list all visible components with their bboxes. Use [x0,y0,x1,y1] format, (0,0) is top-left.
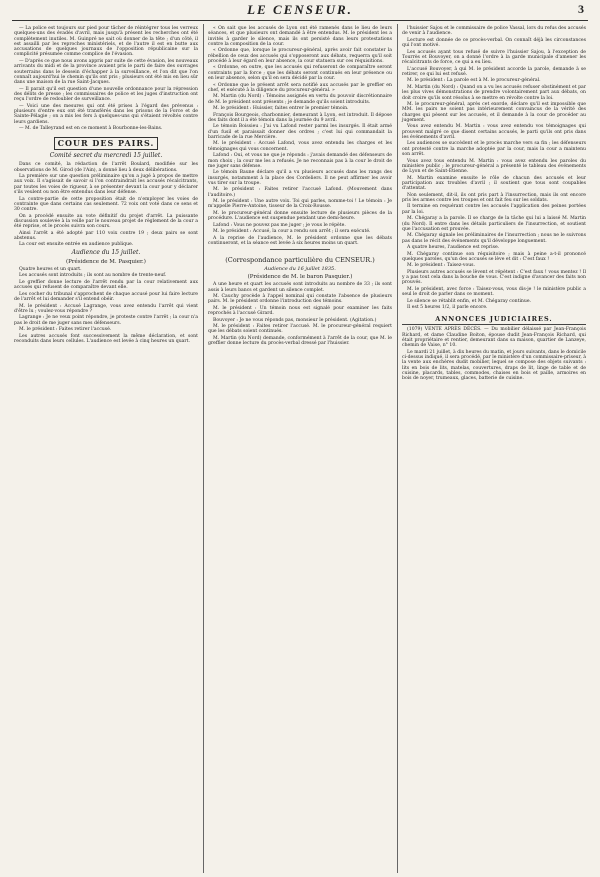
article-paragraph: l'huissier Sajou et le commissaire de police Vassal, lors du refus des accusés de venir à l'audience. [402,26,586,37]
article-paragraph: M. le président : Accusé Lagrange, vous avez entendu l'arrêt qui vient d'être lu ; voulez-vous répondre ? [14,303,198,314]
article-paragraph: La contre-partie de cette proposition était de n'employer les voies de contrainte que dans certains cas seulement. 72 voix ont voté dans ce sens et 30 contre. [14,196,198,213]
annonces-judiciaires-heading: ANNONCES JUDICIAIRES. [402,315,586,325]
article-paragraph: M. le président : Taisez-vous. [407,263,475,269]
article-paragraph: Plusieurs autres accusés se lèvent et répètent : C'est faux ! vous mentez ! Il y a pas tout cela dans la bouche de vous. C'est indigne d'avancer des faits non prouvés. [402,269,586,286]
article-paragraph: Le témoin Boissieu : J'ai vu Lafond rester parmi les insurgés. Il était armé d'un fusil et paraissait donner des ordres ; c'est lui qui commandait la barricade de la rue Mercière. [208,124,392,140]
article-paragraph: Bouvoyer : Je ne vous réponds pas, monsieur le président. (Agitation.) [213,317,377,323]
announcement-paragraph: (1079) VENTE APRÈS DÉCÈS. — Du mobilier délaissé par Jean-François Richard, et dame Claudine Boiton, épouse dudit Jean-François Richard, qui était propriétaire et rentier, demeurant dans sa maison, quartier de Lanzeye, chemin de Vaise, n° 10. [402,327,586,349]
article-paragraph: La cour est ensuite entrée en audience publique. [19,242,134,248]
article-paragraph: Les cocher du tribunal s'approchent de chaque accusé pour lui faire lecture de l'arrêt et lui demander s'il entend obéir. [14,291,198,303]
article-paragraph: — Il parait qu'il est question d'une nouvelle ordonnance pour la répression des délits de presse ; les commissaires de police et les juges d'instruction ont reçu l'ordre de redoubler de surveillance. [14,86,198,103]
article-paragraph: Le greffier donne lecture de l'arrêt rendu par la cour relativement aux accusés qui refusent de comparaître devant elle. [14,279,198,291]
article-paragraph: M. le président : Accusé, la cour a rendu son arrêt ; il sera exécuté. [213,229,371,235]
column-separator [397,24,398,873]
article-paragraph: On a procédé ensuite au vote définitif du projet d'arrêt. La puissante discussion soulevée à la veille par le nouveau projet de règlement de la cour a été reprise, et le procès suivra son cours. [14,213,198,230]
article-paragraph: M. Martin examine ensuite le rôle de chacun des accusés et leur participation aux troubles d'avril ; il soutient que tous sont coupables d'attentat. [402,175,586,192]
article-paragraph: Le silence se rétablit enfin, et M. Chégaray continue. [407,298,532,304]
article-paragraph: Lecture est donnée de ce procès-verbal. On connaît déjà les circonstances qui l'ont motivé. [402,37,586,49]
article-paragraph: M. le président : La parole est à M. le procureur-général. [407,78,541,84]
article-paragraph: « Ordonne, en outre, que les accusés qui refuseront de comparaître seront contraints par la force ; que les débats seront continués en leur présence ou en leur absence, selon qu'il en sera décidé par la cour. [208,65,392,82]
page-number: 3 [578,2,584,16]
article-paragraph: Lafond : Oui, et vous ne que je réponds : j'avais demandé des défenseurs de mon choix ; la cour me les a refusés. Je ne reconnais pas à la cour le droit de me juger sans défense. [208,153,392,169]
presidence-line: (Présidence de M. le baron Pasquier.) [247,274,353,281]
article-paragraph: L'accusé Bouvoyer, à qui M. le président accorde la parole, demande à se retirer, ce qui lui est refusé. [402,66,586,77]
article-paragraph: M. Chégaray continue son réquisitoire ; mais à peine a-t-il prononcé quelques paroles, qu'un des accusés se lève et dit : C'est faux ! [402,251,586,262]
article-paragraph: Les audiences se succèdent et le procès marche vers sa fin ; les défenseurs ont protesté contre la marche adoptée par la cour, mais la cour a maintenu son arrêt. [402,141,586,158]
section-subheading: Comité secret du mercredi 15 juillet. [49,152,163,160]
correspondence-heading: (Correspondance particulière du CENSEUR.) [225,256,375,265]
article-paragraph: Les autres accusés font successivement la même déclaration, et sont reconduits dans leurs cellules. L'audience est levée à cinq heures un quart. [14,333,198,344]
article-paragraph: Ainsi l'arrêt a été adopté par 110 voix contre 19 ; deux pairs se sont abstenus. [14,230,198,241]
article-paragraph: Lagrange : Je ne veux point répondre, je proteste contre l'arrêt ; la cour n'a pas le droit de me juger sans mes défenseurs. [14,315,198,326]
column-1 [14,26,198,345]
article-paragraph: M. Martin (du Nord) demande, conformément à l'arrêt de la cour, que M. le greffier donne lecture du procès-verbal dressé par l'huissier. [208,335,392,347]
column-separator [203,24,204,873]
article-paragraph: M. le président : Une autre voix. Toi qui parles, nomme-toi ! Le témoin : Je m'appelle Pierre-Antoine, tisseur de la Croix-Rousse. [208,199,392,210]
article-paragraph: — Voici une des mesures qui ont été prises à l'égard des prévenus : plusieurs d'entre eux ont été transférés dans les prisons de la Force et de Sainte-Pélagie ; on a mis les fers à quelques-uns qui s'étaient révoltés contre leurs gardiens. [14,103,198,125]
article-paragraph: M. le procureur-général, après cet exorde, déclare qu'il est impossible que MM. les pairs ne soient pas intérieurement convaincus de la vérité des charges qui pèsent sur les accusés, et il demande à la cour de procéder au jugement. [402,101,586,123]
article-paragraph: M. Chégaray signale les préliminaires de l'insurrection ; nous ne le suivrons pas dans le récit des événements qu'il développe longuement. [402,233,586,244]
audience-heading: Audience du 15 juillet. [71,248,141,256]
masthead [12,2,588,20]
article-paragraph: — La police est toujours sur pied pour tâcher de réintégrer tous les verreux quelques-uns des évadés d'avril, mais jusqu'à présent les recherches ont été complètement inutiles. M. Guinpré ne sait où donner de la tête ; d'un côté, il est assailli par les reproches ministériels, et de l'autre il est en butte aux accusations de quelques journaux de l'opposition républicaine sur la complicité présumée comme complice de l'évasion. [14,26,198,58]
presidence-line: (Présidence de M. Pasquier.) [66,258,146,265]
article-paragraph: Il est 5 heures 1/2, il parle encore. [407,305,488,311]
article-paragraph: Il termine en requérant contre les accusés l'application des peines portées par la loi. [402,204,586,215]
article-paragraph: M. le président, avec force : Taisez-vous, vous dis-je ! le ministère public a seul le droit de parler dans ce moment. [402,286,586,298]
article-paragraph: Les accusés sont introduits ; ils sont au nombre de trente-neuf. [19,273,167,279]
article-paragraph: A quatre heures, l'audience est reprise. [407,245,500,251]
article-paragraph: La première sur une question préliminaire qu'on a jugé à propos de mettre aux voix. Il s'agissait de savoir si l'on contraindrait les accusés récalcitrants, par toutes les voies de rigueur, à se présenter devant la cour pour y déclarer s'ils veulent ou non être entendus dans leur défense. [14,174,198,196]
article-paragraph: « Ordonne que, lorsque le procureur-général, après avoir fait constater la rébellion de ceux des accusés qui s'opposeront aux débats, requerra qu'il soit procédé à leur égard en leur absence, la cour statuera sur ces réquisitions. [208,48,392,64]
article-paragraph: Vous avez tous entendu M. Martin : vous avez entendu les paroles du ministère public ; le procureur-général a présenté le tableau des événements de Lyon et de Saint-Étienne. [402,158,586,175]
article-paragraph: Dans ce comité, la rédaction de l'arrêt Boulard, modifiée sur les observations de M. Girod (de l'Ain), a donné lieu à deux délibérations. [14,162,198,173]
article-paragraph: Quatre heures et un quart. [19,266,82,272]
article-paragraph: « Ordonne que le présent arrêt sera notifié aux accusés par le greffier en chef, et exécuté à la diligence du procureur-général. » [208,82,392,93]
article-paragraph: François Bourgeois, charbonnier, demeurant à Lyon, est introduit. Il dépose des faits dont il a été témoin dans la journée du 9 avril. [208,112,392,123]
section-heading-cour-des-pairs: COUR DES PAIRS. [54,137,158,150]
article-paragraph: M. le président : Un témoin nous est signalé pour examiner les faits reprochés à l'accusé Girard. [208,305,392,317]
article-paragraph: A la reprise de l'audience, M. le président ordonne que les débats continueront, et la séance est levée à six heures moins un quart. [208,235,392,246]
article-paragraph: M. Cauchy procède à l'appel nominal qui constate l'absence de plusieurs pairs. M. le président ordonne l'introduction des témoins. [208,294,392,305]
article-paragraph: — D'après ce que nous avons appris par suite de cette évasion, les nouveaux arrivants du midi et de la province avaient pris le parti de faire des ouvrages souterrains dans le dessein d'échapper à la surveillance, et l'on dit que l'on connaît aujourd'hui le chemin qu'ils ont pris ; plusieurs ont été mis en lieu sûr dans une maison de la rue Saint-Jacques. [14,58,198,86]
announcement-paragraph: Le mardi 21 juillet, à dix heures du matin, et jours suivants, dans le domicile ci-dessus indiqué, il sera procédé, par le ministère d'un commissaire-priseur, à la vente aux enchères dudit mobilier, lequel se compose des objets suivants : lits en bois de lits, matelas, couvertures, draps de lit, linge de table et de cuisine, placards, tables, commodes, chaises en bois et paille, armoires en bois de noyer, trumeaux, glaces, batterie de cuisine. [402,349,586,382]
article-paragraph: Les accusés ayant tous refusé de suivre l'huissier Sajou, à l'exception de Tourrès et Bouvoyer, on a donné l'ordre à la garde municipale d'amener les récalcitrants de force, ce qui a eu lieu. [402,49,586,66]
article-paragraph: M. Martin (du Nord) : Quand on a vu les accusés refuser obstinément et par les plus vives démonstrations de prendre volontairement part aux débats, on doit croire qu'ils sont résolus à se mettre en révolte contre la loi. [402,84,586,101]
article-paragraph: M. le président : Faites retirer l'accusé. M. le procureur-général requiert que les débats soient continués. [208,324,392,335]
article-paragraph: A une heure et quart les accusés sont introduits au nombre de 33 ; ils sont assis à leurs bancs et gardent un silence complet. [208,282,392,293]
article-paragraph: M. Martin (du Nord) : Témoins assignés en vertu du pouvoir discrétionnaire de M. le président sont présents ; je demande qu'ils soient introduits. [208,94,392,105]
masthead-rule [12,20,588,21]
newspaper-title: LE CENSEUR. [247,2,353,17]
column-2 [208,26,392,348]
article-paragraph: — M. de Talleyrand est en ce moment à Bourbonne-les-Bains. [19,126,163,132]
article-paragraph: M. le président : Faites retirer l'accusé Lafond. (Mouvement dans l'auditoire.) [208,187,392,198]
article-paragraph: Lafond : Vous ne pouvez pas me juger ; je vous le répète. [213,222,346,228]
article-paragraph: M. le président : Faites retirer l'accusé. [19,327,112,333]
column-3 [402,26,586,383]
article-paragraph: « On sait que les accusés de Lyon ont été ramenés dans le lieu de leurs séances, et que plusieurs ont demandé à être entendus. M. le président les a invités à garder le silence, mais ils ont persisté dans leurs protestations contre la composition de la cour. [208,26,392,47]
article-paragraph: M. le président : Huissier, faites entrer le premier témoin. [213,106,349,112]
audience-date: Audience du 16 juillet 1835. [264,266,336,273]
article-paragraph: Vous avez entendu M. Martin : vous avez entendu vos témoignages qui prouvent malgré ce que disent certains accusés, le parti qu'ils ont pris dans les événements d'avril. [402,124,586,140]
article-paragraph: M. Chégaray a la parole. Il se charge de la tâche qui lui a laissé M. Martin (du Nord). Il entre dans les détails particuliers de l'insurrection, et soutient que l'accusation est prouvée. [402,216,586,232]
article-paragraph: Non seulement, dit-il, ils ont pris part à l'insurrection, mais ils ont encore pris les armes contre les troupes et ont fait feu sur les soldats. [402,192,586,203]
article-paragraph: M. le président : Accusé Lafond, vous avez entendu les charges et les témoignages qui vous concernent. [208,141,392,152]
section-divider [270,249,330,250]
article-paragraph: Le témoin Baune déclare qu'il a vu plusieurs accusés dans les rangs des insurgés, notamment à la place des Cordeliers. Il ne peut affirmer les avoir vus tirer sur la troupe. [208,170,392,186]
article-paragraph: M. le procureur-général donne ensuite lecture de plusieurs pièces de la procédure. L'audience est suspendue pendant une demi-heure. [208,210,392,222]
